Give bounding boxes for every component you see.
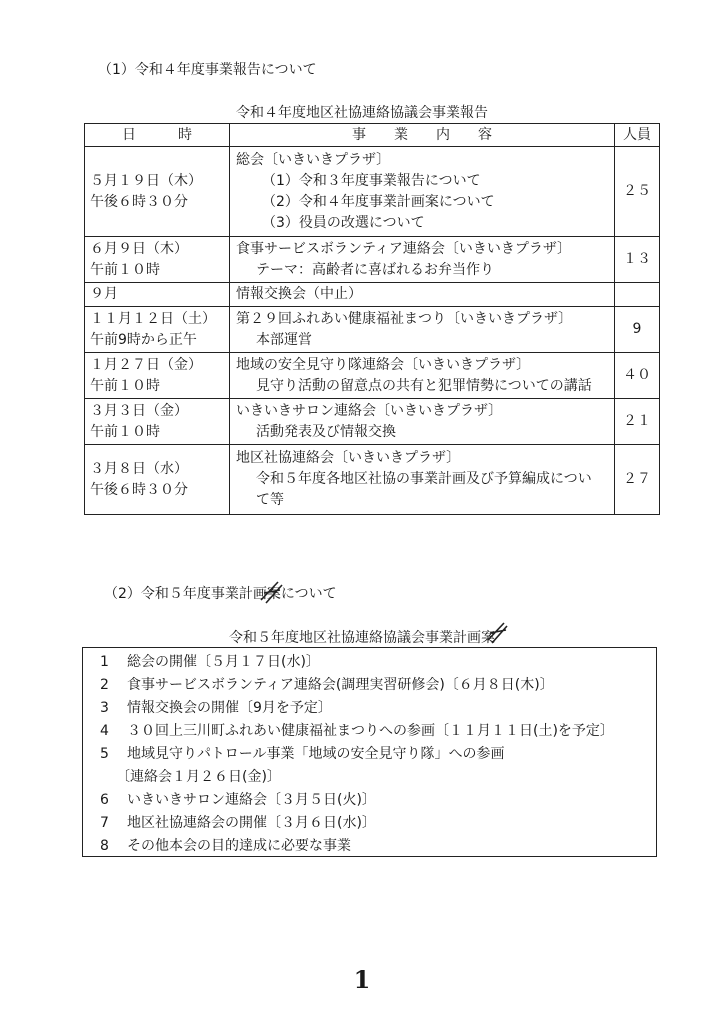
- table-row: [85, 353, 660, 399]
- item-text: ３０回上三川町ふれあい健康福祉まつりへの参画〔１１月１１日(土)を予定〕: [127, 723, 614, 739]
- list-item: [83, 651, 656, 674]
- item-text: 情報交換会の開催〔9月を予定〕: [127, 700, 332, 716]
- plan-table-title: 令和５年度地区社協連絡協議会事業計画案: [229, 630, 495, 646]
- row-people: ２５: [615, 147, 660, 237]
- list-item: [83, 812, 656, 835]
- report-table-title: 令和４年度地区社協連絡協議会事業報告: [236, 105, 488, 121]
- list-item: [83, 720, 656, 743]
- item-number: 4: [100, 723, 109, 739]
- item-text: 地区社協連絡会の開催〔３月６日(水)〕: [127, 815, 376, 831]
- list-item: [83, 743, 656, 766]
- row-people: １３: [615, 237, 660, 283]
- item-text: 地域見守りパトロール事業「地域の安全見守り隊」への参画: [127, 746, 505, 762]
- row-content: 情報交換会（中止）: [230, 283, 615, 307]
- section2-heading: （2）令和５年度事業計画案について: [104, 586, 337, 602]
- table-row: [85, 445, 660, 515]
- item-number: 6: [100, 792, 109, 808]
- row-people: ４０: [615, 353, 660, 399]
- list-item: [83, 674, 656, 697]
- table-row: [85, 283, 660, 307]
- table-row: [85, 399, 660, 445]
- table-row: [85, 307, 660, 353]
- row-content: 食事サービスボランティア連絡会〔いきいきプラザ〕 テーマ：高齢者に喜ばれるお弁当作り: [230, 237, 615, 283]
- row-content: 第２９回ふれあい健康福祉まつり〔いきいきプラザ〕 本部運営: [230, 307, 615, 353]
- row-date: ９月: [85, 283, 230, 307]
- row-date: １月２７日（金） 午前１０時: [85, 353, 230, 399]
- handwritten-strike-mark: [258, 578, 284, 606]
- plan-list-box: [82, 647, 657, 857]
- row-content: いきいきサロン連絡会〔いきいきプラザ〕 活動発表及び情報交換: [230, 399, 615, 445]
- item-text: 総会の開催〔５月１７日(水)〕: [127, 654, 320, 670]
- section1-heading: （1）令和４年度事業報告について: [98, 62, 317, 78]
- row-people: ２１: [615, 399, 660, 445]
- item-continuation: 〔連絡会１月２６日(金)〕: [116, 769, 281, 785]
- item-number: 5: [100, 746, 109, 762]
- row-date: ６月９日（木） 午前１０時: [85, 237, 230, 283]
- row-date: １１月１２日（土） 午前9時から正午: [85, 307, 230, 353]
- item-number: 8: [100, 838, 109, 854]
- item-number: 2: [100, 677, 109, 693]
- row-people: ２７: [615, 445, 660, 515]
- item-text: その他本会の目的達成に必要な事業: [127, 838, 351, 854]
- row-date: ５月１９日（木） 午後６時３０分: [85, 147, 230, 237]
- item-number: 7: [100, 815, 109, 831]
- table-row: [85, 147, 660, 237]
- row-content: 地区社協連絡会〔いきいきプラザ〕 令和５年度各地区社協の事業計画及び予算編成につい て等: [230, 445, 615, 515]
- item-text: 食事サービスボランティア連絡会(調理実習研修会)〔６月８日(木)〕: [127, 677, 554, 693]
- header-date: 日 時: [85, 124, 230, 147]
- item-text: いきいきサロン連絡会〔３月５日(火)〕: [127, 792, 376, 808]
- row-date: ３月３日（金） 午前１０時: [85, 399, 230, 445]
- row-people: [615, 283, 660, 307]
- item-number: 1: [100, 654, 109, 670]
- item-number: 3: [100, 700, 109, 716]
- row-date: ３月８日（水） 午後６時３０分: [85, 445, 230, 515]
- handwritten-strike-mark: [485, 619, 509, 645]
- list-item: [83, 697, 656, 720]
- row-content: 地域の安全見守り隊連絡会〔いきいきプラザ〕 見守り活動の留意点の共有と犯罪情勢についての講話: [230, 353, 615, 399]
- header-content: 事 業 内 容: [230, 124, 615, 147]
- list-item: [83, 835, 656, 858]
- row-content: 総会〔いきいきプラザ〕 （1）令和３年度事業報告について （2）令和４年度事業計画案について （3）役員の改選について: [230, 147, 615, 237]
- table-row: [85, 237, 660, 283]
- page-number: 1: [353, 965, 371, 994]
- report-table: [84, 123, 660, 515]
- header-people: 人員: [615, 124, 660, 147]
- row-people: 9: [615, 307, 660, 353]
- list-item: [83, 789, 656, 812]
